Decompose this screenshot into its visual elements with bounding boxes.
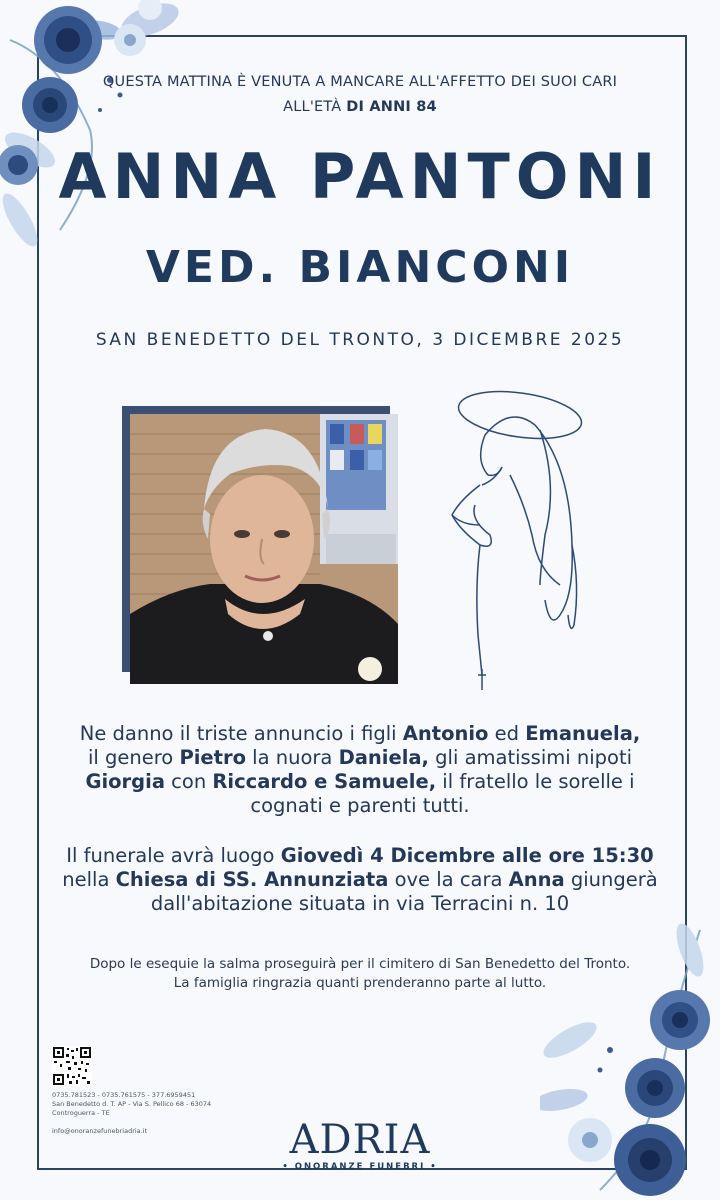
contact-city: Controguerra - TE (52, 1109, 110, 1117)
funeral-line (40, 892, 680, 916)
funeral-bold-text: Giovedì 4 Dicembre alle ore 15:30 (280, 844, 654, 867)
announcement-bold-text: Riccardo e Samuele, (212, 770, 437, 793)
announcement-bold-text: Pietro (179, 746, 246, 769)
portrait-image (130, 414, 398, 684)
funeral-text: Il funerale avrà luogo (66, 844, 281, 867)
place-date: SAN BENEDETTO DEL TRONTO, 3 DICEMBRE 2025 (95, 330, 625, 350)
announcement-text: Ne danno il triste annuncio i figli (79, 722, 403, 745)
funeral-paragraph (40, 844, 680, 916)
adria-logo (270, 1118, 450, 1172)
announcement-paragraph (40, 722, 680, 818)
thanks-note: La famiglia ringrazia quanti prenderanno parte al lutto. (173, 975, 547, 991)
praying-madonna-icon (440, 385, 590, 695)
funeral-text: giungerà (564, 868, 658, 891)
funeral-line (40, 868, 680, 892)
logo-subtitle-text: ONORANZE FUNEBRI (294, 1162, 426, 1172)
announcement-text: con (164, 770, 213, 793)
widow-of-name: VED. BIANCONI (145, 242, 575, 293)
qr-code-icon[interactable] (52, 1046, 92, 1086)
announcement-line (40, 746, 680, 770)
funeral-text: ove la cara (388, 868, 509, 891)
funeral-line (40, 844, 680, 868)
burial-note: Dopo le esequie la salma proseguirà per il cimitero di San Benedetto del Tronto. (89, 956, 631, 972)
announcement-text: il fratello le sorelle i (436, 770, 635, 793)
funeral-bold-text: Anna (508, 868, 565, 891)
announcement-text: cognati e parenti tutti. (250, 794, 470, 817)
funeral-text: dall'abitazione situata in via Terracini n. 10 (150, 892, 570, 915)
announcement-line (40, 722, 680, 746)
age-value: DI ANNI 84 (346, 99, 437, 115)
contact-phones: 0735.781523 - 0735.761575 - 377.6959451 (52, 1091, 196, 1099)
deceased-name: ANNA PANTONI (58, 140, 662, 213)
announcement-bold-text: Emanuela, (525, 722, 641, 745)
contact-email[interactable]: info@onoranzefunebriadria.it (52, 1127, 148, 1135)
age-prefix: ALL'ETÀ (283, 99, 347, 115)
intro-line: QUESTA MATTINA È VENUTA A MANCARE ALL'AFFETTO DEI SUOI CARI (102, 74, 618, 90)
announcement-bold-text: Antonio (402, 722, 489, 745)
funeral-text: nella (62, 868, 116, 891)
announcement-line (40, 770, 680, 794)
logo-word: ADRIA (289, 1117, 431, 1163)
announcement-text: la nuora (245, 746, 339, 769)
announcement-text: il genero (87, 746, 180, 769)
funeral-bold-text: Chiesa di SS. Annunziata (115, 868, 389, 891)
announcement-bold-text: Daniela, (338, 746, 429, 769)
announcement-bold-text: Giorgia (85, 770, 165, 793)
announcement-line (40, 794, 680, 818)
announcement-text: ed (488, 722, 526, 745)
logo-subtitle: • ONORANZE FUNEBRI • (282, 1162, 438, 1172)
portrait-photo (130, 414, 398, 684)
flowers-top-left-icon (0, 0, 200, 260)
announcement-text: gli amatissimi nipoti (428, 746, 633, 769)
intro-age-line (60, 99, 660, 115)
contact-address: San Benedetto d. T. AP - Via S. Pellico 68 - 63074 (52, 1100, 212, 1108)
